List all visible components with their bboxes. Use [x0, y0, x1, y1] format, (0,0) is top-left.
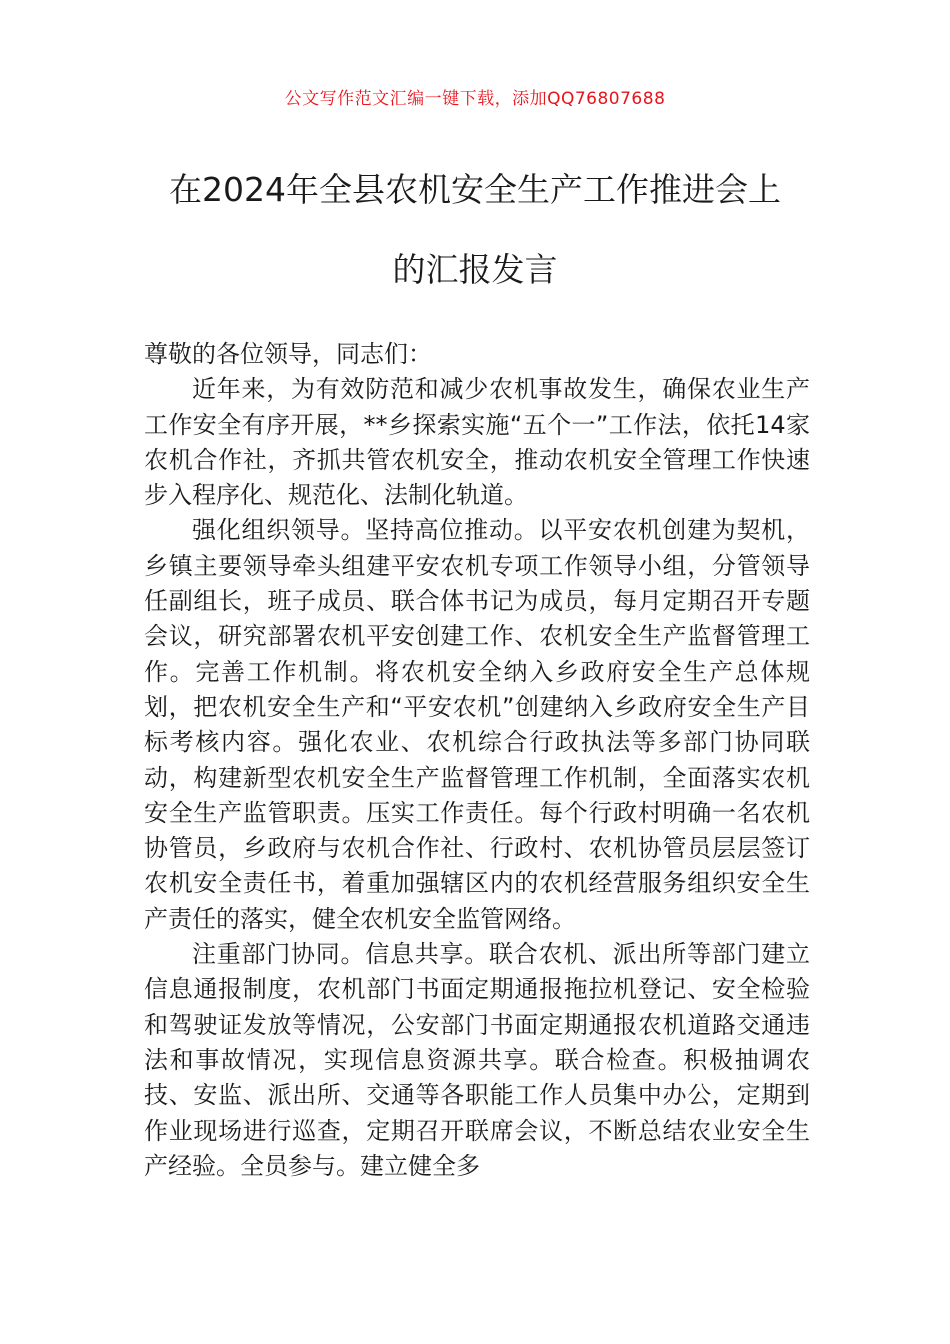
title-line-1: 在2024年全县农机安全生产工作推进会上 [169, 170, 781, 209]
paragraph-coordination: 注重部门协同。信息共享。联合农机、派出所等部门建立信息通报制度，农机部门书面定期通报拖拉机登记、安全检验和驾驶证发放等情况，公安部门书面定期通报农机道路交通违法和事故情况，实现信息资源共享。联合检查。积极抽调农技、安监、派出所、交通等各职能工作人员集中办公，定期到作业现场进行巡查，定期召开联席会议，不断总结农业安全生产经验。全员参与。建立健全多 [144, 940, 810, 1180]
download-notice: 公文写作范文汇编一键下载，添加QQ76807688 [284, 89, 666, 109]
salutation: 尊敬的各位领导，同志们： [144, 340, 432, 368]
title-line-2: 的汇报发言 [392, 250, 558, 289]
document-body [144, 337, 810, 1184]
paragraph-intro: 近年来，为有效防范和减少农机事故发生，确保农业生产工作安全有序开展，**乡探索实施“五个一”工作法，依托14家农机合作社，齐抓共管农机安全，推动农机安全管理工作快速步入程序化、规范化、法制化轨道。 [144, 375, 810, 510]
document-title [100, 150, 850, 310]
paragraph-organization: 强化组织领导。坚持高位推动。以平安农机创建为契机，乡镇主要领导牵头组建平安农机专项工作领导小组，分管领导任副组长，班子成员、联合体书记为成员，每月定期召开专题会议，研究部署农机平安创建工作、农机安全生产监督管理工作。完善工作机制。将农机安全纳入乡政府安全生产总体规划，把农机安全生产和“平安农机”创建纳入乡政府安全生产目标考核内容。强化农业、农机综合行政执法等多部门协同联动，构建新型农机安全生产监督管理工作机制，全面落实农机安全生产监管职责。压实工作责任。每个行政村明确一名农机协管员，乡政府与农机合作社、行政村、农机协管员层层签订农机安全责任书，着重加强辖区内的农机经营服务组织安全生产责任的落实，健全农机安全监管网络。 [144, 516, 810, 933]
